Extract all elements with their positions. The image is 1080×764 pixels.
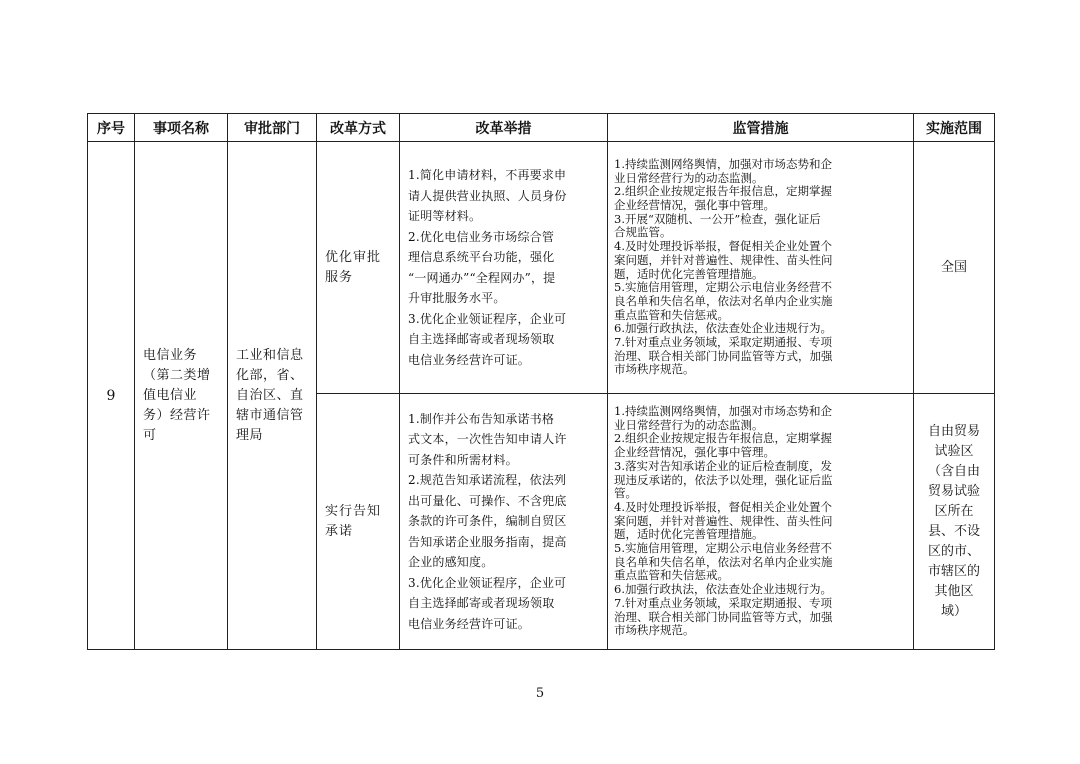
measure-line: 请人提供营业执照、人员身份 xyxy=(408,188,567,203)
item-name-line: 值电信业 xyxy=(143,387,198,403)
scope-line: 全国 xyxy=(940,259,967,275)
item-name-line: 电信业务 xyxy=(143,347,198,363)
scope-line: 区所在 xyxy=(934,503,974,519)
measure-line: “一网通办”“全程网办”，提 xyxy=(408,270,556,285)
supervision-line: 案问题，并针对普遍性、规律性、苗头性问 xyxy=(614,513,833,528)
supervision-line: 企业经营情况，强化事中管理。 xyxy=(614,197,775,212)
supervision-line: 合规监管。 xyxy=(614,225,672,240)
item-name-line: 务）经营许 xyxy=(143,407,211,423)
header-item-name: 事项名称 xyxy=(135,114,228,142)
item-name-line: 可 xyxy=(143,427,157,443)
reform-table xyxy=(87,113,995,650)
header-reform-mode: 改革方式 xyxy=(317,114,400,142)
measure-line: 3.优化企业领证程序，企业可 xyxy=(408,575,567,590)
supervision-line: 重点监管和失信惩戒。 xyxy=(614,307,729,322)
scope-line: 贸易试验 xyxy=(927,483,980,499)
mode-line: 实行告知 xyxy=(325,503,382,519)
dept-line: 工业和信息 xyxy=(236,347,304,363)
supervision-line: 企业经营情况，强化事中管理。 xyxy=(614,445,775,460)
dept-line: 理局 xyxy=(236,427,264,443)
measure-line: 1.制作并公布告知承诺书格 xyxy=(408,411,555,426)
supervision-line: 良名单和失信名单，依法对名单内企业实施 xyxy=(614,554,833,569)
supervision-line: 7.针对重点业务领域，采取定期通报、专项 xyxy=(614,335,832,350)
supervision-line: 重点监管和失信惩戒。 xyxy=(614,568,729,583)
supervision-line: 5.实施信用管理，定期公示电信业务经营不 xyxy=(614,541,832,556)
reform-measures-cell xyxy=(400,394,608,650)
scope-line: 其他区 xyxy=(934,583,974,599)
header-seq: 序号 xyxy=(88,114,135,142)
measure-line: 企业的感知度。 xyxy=(408,555,494,570)
supervision-line: 4.及时处理投诉举报，督促相关企业处置个 xyxy=(614,239,832,254)
supervision-line: 市场秩序规范。 xyxy=(614,362,695,377)
supervision-line: 良名单和失信名单，依法对名单内企业实施 xyxy=(614,293,833,308)
scope-line: 市辖区的 xyxy=(927,563,980,579)
item-name-line: （第二类增 xyxy=(143,367,211,383)
reform-mode-cell xyxy=(317,394,400,650)
measure-line: 电信业务经营许可证。 xyxy=(408,352,531,367)
supervision-line: 1.持续监测网络舆情，加强对市场态势和企 xyxy=(614,404,832,419)
measure-line: 告知承诺企业服务指南，提高 xyxy=(408,534,567,549)
supervision-line: 2.组织企业按规定报告年报信息，定期掌握 xyxy=(614,184,832,199)
dept-line: 辖市通信管 xyxy=(236,407,304,423)
supervision-line: 题，适时优化完善管理措施。 xyxy=(614,527,764,542)
header-scope: 实施范围 xyxy=(914,114,995,142)
dept-line: 化部，省、 xyxy=(236,367,304,383)
approval-dept-cell xyxy=(228,142,317,650)
supervision-line: 4.及时处理投诉举报，督促相关企业处置个 xyxy=(614,499,832,514)
measure-line: 升审批服务水平。 xyxy=(408,291,506,305)
page-number: 5 xyxy=(535,686,545,701)
header-approval-dept: 审批部门 xyxy=(228,114,317,142)
mode-line: 服务 xyxy=(325,269,354,285)
supervision-line: 6.加强行政执法，依法查处企业违规行为。 xyxy=(614,582,832,597)
scope-line: 县、不设 xyxy=(927,523,980,539)
measure-line: 自主选择邮寄或者现场领取 xyxy=(408,596,555,611)
measure-line: 理信息系统平台功能，强化 xyxy=(408,250,555,264)
header-supervision: 监管措施 xyxy=(608,114,914,142)
measure-line: 式文本，一次性告知申请人许 xyxy=(408,432,567,447)
measure-line: 电信业务经营许可证。 xyxy=(408,616,531,631)
supervision-line: 业日常经营行为的动态监测。 xyxy=(614,170,764,185)
header-reform-measures: 改革举措 xyxy=(400,114,608,142)
supervision-line: 3.落实对告知承诺企业的证后检查制度，发 xyxy=(614,458,832,473)
table-row xyxy=(88,142,995,394)
supervision-cell xyxy=(608,394,914,650)
reform-measures-cell xyxy=(400,142,608,394)
dept-line: 自治区、直 xyxy=(236,387,304,403)
supervision-line: 题，适时优化完善管理措施。 xyxy=(614,266,764,281)
supervision-line: 治理、联合相关部门协同监管等方式，加强 xyxy=(614,348,833,363)
supervision-line: 7.针对重点业务领域，采取定期通报、专项 xyxy=(614,595,832,610)
mode-line: 优化审批 xyxy=(325,249,382,265)
scope-line: （含自由 xyxy=(927,463,980,479)
scope-line: 自由贸易 xyxy=(927,423,980,439)
supervision-line: 业日常经营行为的动态监测。 xyxy=(614,417,764,432)
scope-cell xyxy=(914,394,995,650)
supervision-line: 6.加强行政执法，依法查处企业违规行为。 xyxy=(614,321,832,336)
measure-line: 条款的许可条件，编制自贸区 xyxy=(408,514,567,529)
supervision-line: 案问题，并针对普遍性、规律性、苗头性问 xyxy=(614,252,833,267)
measure-line: 证明等材料。 xyxy=(408,209,482,223)
reform-mode-cell xyxy=(317,142,400,394)
supervision-line: 管。 xyxy=(614,486,637,501)
supervision-line: 5.实施信用管理，定期公示电信业务经营不 xyxy=(614,280,832,295)
supervision-line: 2.组织企业按规定报告年报信息，定期掌握 xyxy=(614,431,832,446)
measure-line: 3.优化企业领证程序，企业可 xyxy=(408,311,567,326)
table-header-row xyxy=(88,114,995,142)
supervision-line: 1.持续监测网络舆情，加强对市场态势和企 xyxy=(614,156,832,171)
scope-line: 区的市、 xyxy=(927,543,980,559)
mode-line: 承诺 xyxy=(325,523,354,539)
row-seq: 9 xyxy=(88,142,135,650)
measure-line: 2.优化电信业务市场综合管 xyxy=(408,229,555,244)
item-name-cell xyxy=(135,142,228,650)
measure-line: 可条件和所需材料。 xyxy=(408,452,518,467)
scope-line: 域） xyxy=(940,603,967,619)
measure-line: 出可量化、可操作、不含兜底 xyxy=(408,493,567,508)
measure-line: 2.规范告知承诺流程，依法列 xyxy=(408,473,567,488)
measure-line: 自主选择邮寄或者现场领取 xyxy=(408,332,555,346)
scope-line: 试验区 xyxy=(934,443,974,459)
scope-cell xyxy=(914,142,995,394)
supervision-line: 现违反承诺的，依法予以处理，强化证后监 xyxy=(614,472,833,487)
measure-line: 1.简化申请材料，不再要求申 xyxy=(408,168,567,182)
supervision-line: 治理、联合相关部门协同监管等方式，加强 xyxy=(614,609,833,624)
supervision-line: 3.开展“双随机、一公开”检查，强化证后 xyxy=(614,211,821,226)
supervision-cell xyxy=(608,142,914,394)
supervision-line: 市场秩序规范。 xyxy=(614,623,695,638)
